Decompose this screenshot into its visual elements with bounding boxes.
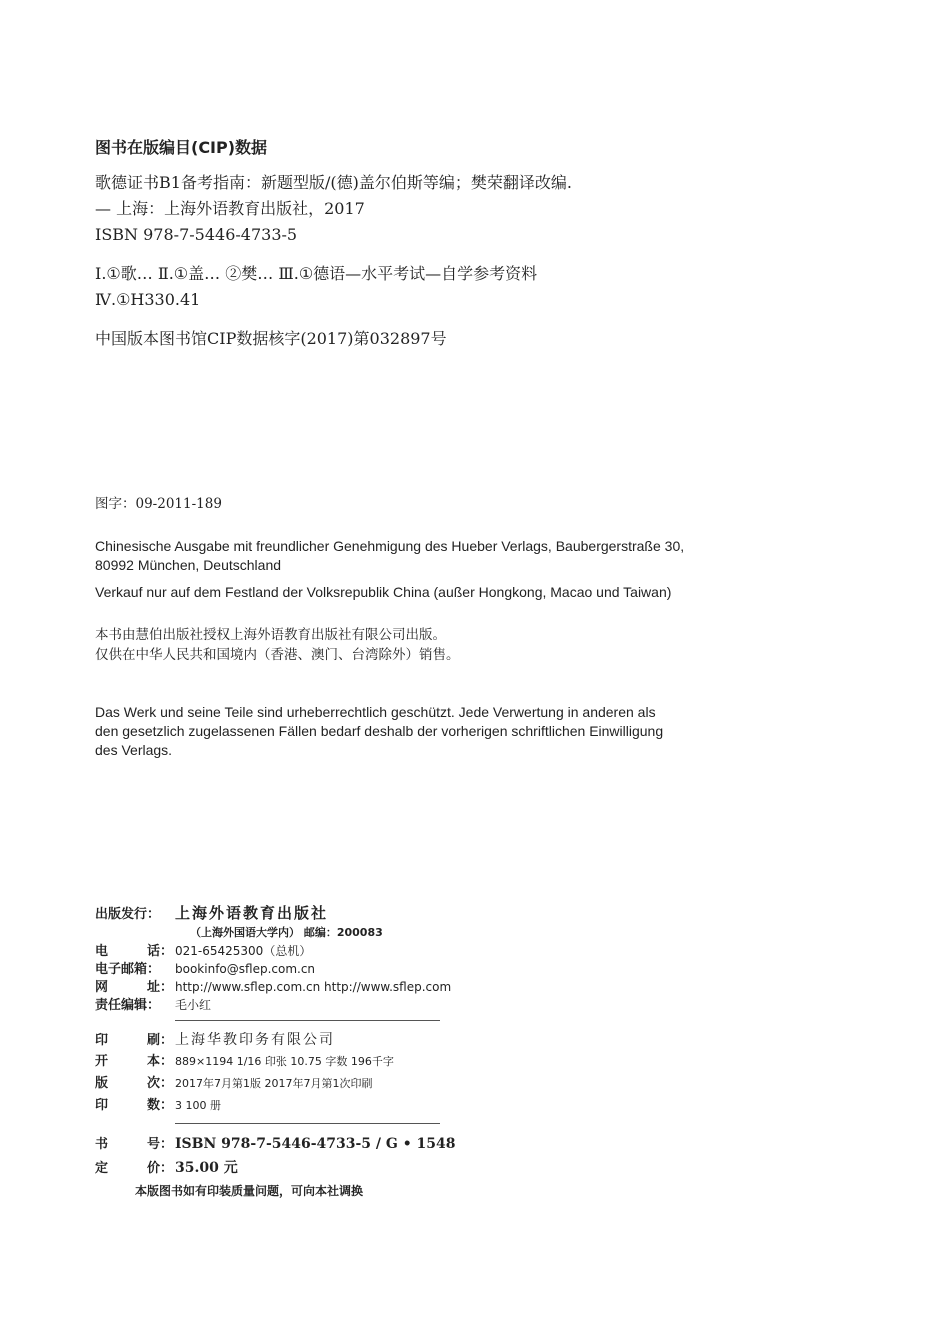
copies-row xyxy=(95,1095,456,1117)
editor-label: 责任编辑： xyxy=(95,998,161,1013)
divider-2 xyxy=(175,1123,440,1124)
publisher-label: 出版发行： xyxy=(95,907,161,922)
publisher-name: 上海外语教育出版社 xyxy=(175,904,329,922)
license-line-1: Chinesische Ausgabe mit freundlicher Genehmigung des Hueber Verlags, Baubergerstraße 30, xyxy=(95,538,685,554)
cip-record-number: 中国版本图书馆CIP数据核字(2017)第032897号 xyxy=(95,329,447,348)
cip-classification-1: Ⅰ.①歌… Ⅱ.①盖… ②樊… Ⅲ.①德语—水平考试—自学参考资料 xyxy=(95,264,538,283)
phone-label: 电 话： xyxy=(95,944,173,959)
license-line-2: 80992 München, Deutschland xyxy=(95,557,282,573)
copyright-line-2: den gesetzlich zugelassenen Fällen bedarf deshalb der vorherigen schriftlichen Einwilligung xyxy=(95,723,664,739)
cip-book-title-line: 歌德证书B1备考指南：新题型版/(德)盖尔伯斯等编；樊荣翻译改编. xyxy=(95,173,572,192)
divider-1 xyxy=(175,1020,440,1021)
quality-note-row xyxy=(95,1180,456,1202)
quality-note: 本版图书如有印装质量问题，可向本社调换 xyxy=(135,1184,364,1198)
copyright-line-3: des Verlags. xyxy=(95,742,173,758)
book-number-label: 书 号： xyxy=(95,1137,173,1152)
cip-title: 图书在版编目(CIP)数据 xyxy=(95,138,268,157)
contract-number: 图字：09-2011-189 xyxy=(95,496,222,512)
phone-row xyxy=(95,942,456,960)
edition-row xyxy=(95,1073,456,1095)
price-value: 35.00 元 xyxy=(175,1160,238,1176)
imprint-block xyxy=(95,902,456,1202)
format-value: 889×1194 1/16 印张 10.75 字数 196千字 xyxy=(175,1055,394,1068)
format-row xyxy=(95,1051,456,1073)
cip-classification-2: Ⅳ.①H330.41 xyxy=(95,290,201,309)
address-row xyxy=(95,924,456,942)
email-label: 电子邮箱： xyxy=(95,962,161,977)
edition-value: 2017年7月第1版 2017年7月第1次印刷 xyxy=(175,1077,373,1090)
copies-label: 印 数： xyxy=(95,1098,173,1113)
web-row xyxy=(95,978,456,996)
authorization-notice-1: 本书由慧伯出版社授权上海外语教育出版社有限公司出版。 xyxy=(95,627,446,643)
publisher-row xyxy=(95,902,456,924)
sale-restriction: Verkauf nur auf dem Festland der Volksrepublik China (außer Hongkong, Macao und Taiwan) xyxy=(95,584,672,600)
price-row xyxy=(95,1156,456,1180)
copies-value: 3 100 册 xyxy=(175,1099,221,1112)
edition-label: 版 次： xyxy=(95,1076,173,1091)
publisher-address: （上海外国语大学内） 邮编：200083 xyxy=(190,926,383,939)
book-number-row xyxy=(95,1132,456,1156)
phone-value: 021-65425300（总机） xyxy=(175,944,312,958)
printer-label: 印 刷： xyxy=(95,1033,173,1048)
cip-isbn: ISBN 978-7-5446-4733-5 xyxy=(95,225,298,244)
cip-publisher-line: — 上海：上海外语教育出版社，2017 xyxy=(95,199,365,218)
price-label: 定 价： xyxy=(95,1161,173,1176)
web-label: 网 址： xyxy=(95,980,173,995)
printer-row xyxy=(95,1029,456,1051)
copyright-line-1: Das Werk und seine Teile sind urheberrechtlich geschützt. Jede Verwertung in anderen als xyxy=(95,704,656,720)
book-number-value: ISBN 978-7-5446-4733-5 / G • 1548 xyxy=(175,1136,456,1152)
web-value: http://www.sflep.com.cn http://www.sflep.com xyxy=(175,980,452,994)
authorization-notice-2: 仅供在中华人民共和国境内（香港、澳门、台湾除外）销售。 xyxy=(95,647,460,663)
format-label: 开 本： xyxy=(95,1054,173,1069)
email-value: bookinfo@sflep.com.cn xyxy=(175,962,316,976)
printer-value: 上海华教印务有限公司 xyxy=(175,1032,335,1048)
email-row xyxy=(95,960,456,978)
editor-value: 毛小红 xyxy=(175,998,212,1012)
editor-row xyxy=(95,996,456,1014)
